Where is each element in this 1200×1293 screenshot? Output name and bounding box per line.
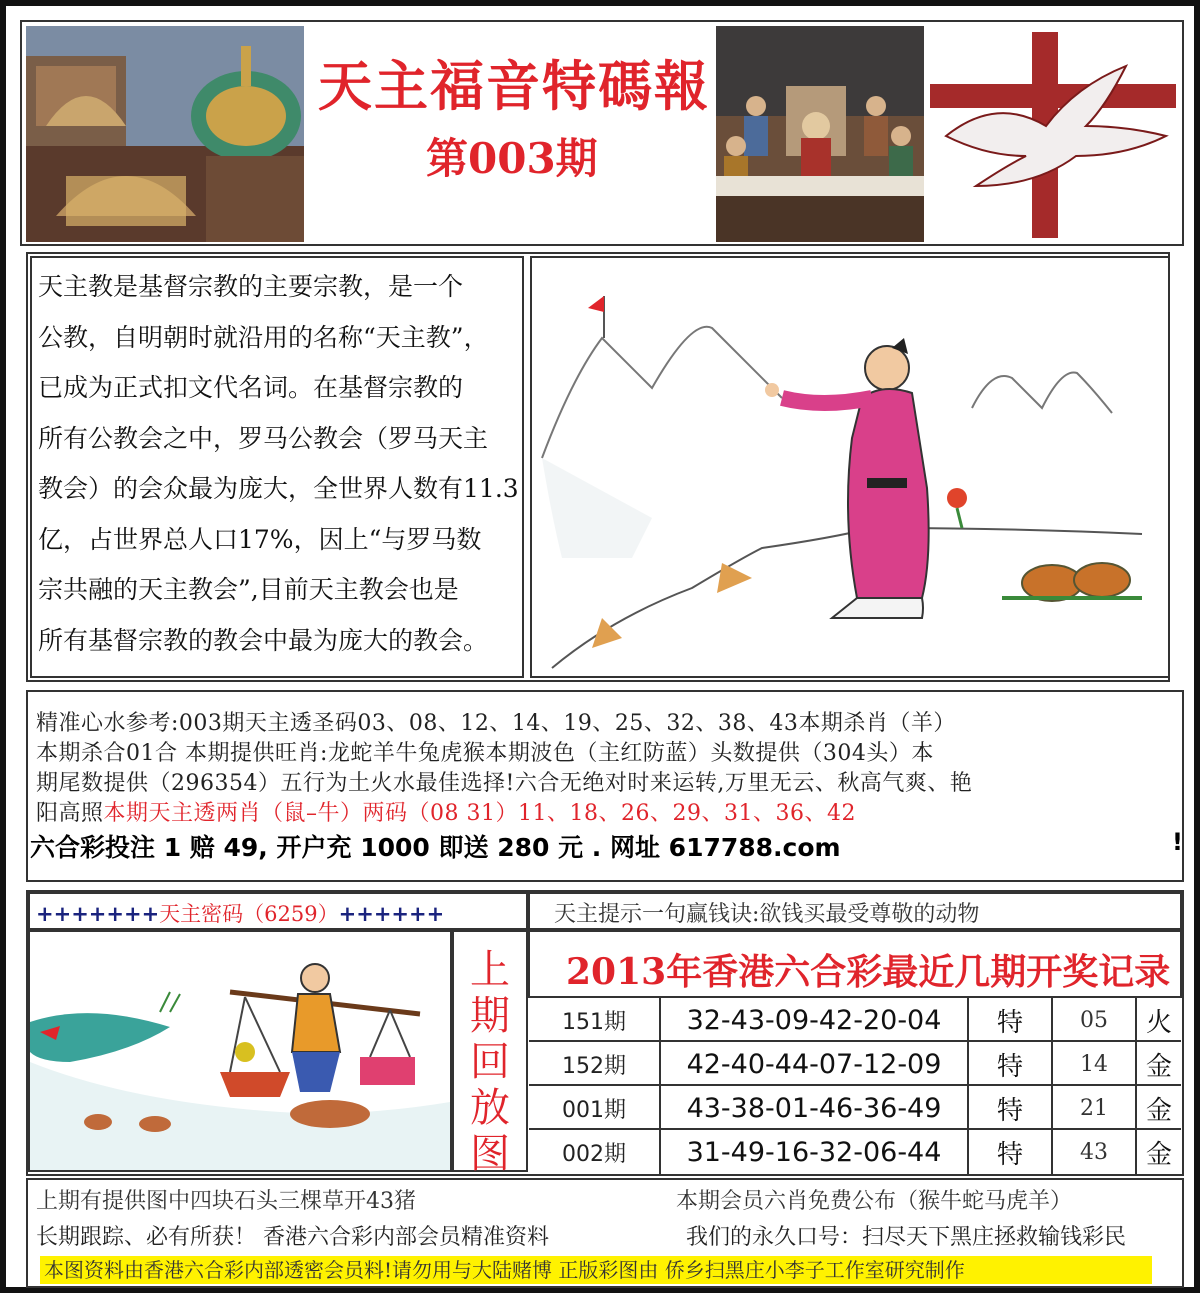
- replay-char: 图: [470, 1131, 510, 1177]
- cathedral-photo: [26, 26, 304, 242]
- period-cell: 152期: [562, 1053, 626, 1079]
- hint-strip: [528, 892, 1182, 930]
- info-line-2: 本期杀合01合 本期提供旺肖:龙蛇羊牛兔虎猴本期波色（主红防蓝）头数提供（304头）本: [36, 741, 934, 766]
- footer-right-1: 本期会员六肖免费公布（猴牛蛇马虎羊）: [676, 1189, 1073, 1214]
- secret-code: 天主密码（6259）: [159, 902, 339, 926]
- intro-line: 亿，占世界总人口17%，因上“与罗马数: [38, 524, 482, 554]
- element-cell: 火: [1145, 1007, 1172, 1038]
- results-title-cell: [528, 930, 1182, 998]
- numbers-cell: 31-49-16-32-06-44: [686, 1136, 942, 1168]
- info-line-3: 期尾数提供（296354）五行为土火水最佳选择!六合无绝对时来运转,万里无云、秋高气爽、艳: [36, 771, 973, 796]
- element-cell: 金: [1145, 1051, 1172, 1082]
- advert-text: 六合彩投注 1 赔 49, 开户充 1000 即送 280 元 . 网址 617788.com: [30, 833, 841, 862]
- table-row: [529, 996, 1181, 1040]
- advert-mark: !: [1172, 828, 1183, 856]
- table-row: [529, 1084, 1181, 1128]
- special-cell: 43: [1080, 1139, 1108, 1165]
- period-cell: 002期: [562, 1141, 626, 1167]
- intro-line: 宗共融的天主教会”,目前天主教会也是: [38, 575, 459, 604]
- footer-left-2: 长期跟踪、必有所获！ 香港六合彩内部会员精准资料: [36, 1225, 549, 1250]
- period-cell: 151期: [562, 1009, 626, 1035]
- intro-line: 公教，自明朝时就沿用的名称“天主教”，: [38, 322, 489, 352]
- special-cell: 05: [1080, 1007, 1108, 1033]
- element-cell: 金: [1145, 1139, 1172, 1170]
- issue-number: 第003期: [426, 134, 598, 183]
- te-cell: 特: [996, 1139, 1023, 1170]
- element-cell: 金: [1145, 1095, 1172, 1126]
- scholar-illustration: [530, 256, 1170, 678]
- numbers-cell: 42-40-44-07-12-09: [686, 1048, 942, 1080]
- intro-line: 所有公教会之中，罗马公教会（罗马天主: [38, 423, 489, 453]
- footer-right-2: 我们的永久口号：扫尽天下黑庄拯救输钱彩民: [686, 1225, 1127, 1250]
- secret-suffix: ++++++: [338, 902, 445, 926]
- secret-code-strip: [28, 892, 528, 930]
- table-row: [529, 1040, 1181, 1084]
- numbers-cell: 32-43-09-42-20-04: [686, 1004, 942, 1036]
- te-cell: 特: [996, 1095, 1023, 1126]
- cross-dove-icon: [926, 26, 1180, 242]
- period-cell: 001期: [562, 1097, 626, 1123]
- footer-left-1: 上期有提供图中四块石头三棵草开43猪: [36, 1189, 416, 1214]
- info-line-1: 精准心水参考:003期天主透圣码03、08、12、14、19、25、32、38、43本期杀肖（羊）: [36, 711, 956, 736]
- replay-char: 上: [470, 947, 510, 993]
- intro-line: 已成为正式扣文代名词。在基督宗教的: [38, 373, 464, 402]
- paper-title: 天主福音特碼報: [318, 54, 710, 118]
- info-line-4-prefix: 阳高照: [36, 801, 104, 826]
- intro-line: 天主教是基督宗教的主要宗教，是一个: [38, 272, 464, 301]
- info-line-4: [36, 796, 856, 827]
- numbers-cell: 43-38-01-46-36-49: [686, 1092, 942, 1124]
- table-row: [529, 1128, 1181, 1172]
- results-title: 2013年香港六合彩最近几期开奖记录: [566, 951, 1171, 993]
- footer-notice: 本图资料由香港六合彩内部透密会员料!请勿用与大陆赌博 正版彩图由 侨乡扫黑庄小李子工作室研究制作: [40, 1256, 1152, 1284]
- replay-char: 回: [470, 1039, 510, 1085]
- te-cell: 特: [996, 1051, 1023, 1082]
- porter-illustration: [28, 930, 452, 1172]
- intro-text-box: [30, 256, 524, 678]
- special-cell: 14: [1080, 1051, 1108, 1077]
- last-supper-painting: [716, 26, 924, 242]
- replay-char: 期: [470, 993, 510, 1039]
- replay-label: [452, 930, 528, 1177]
- special-cell: 21: [1080, 1095, 1108, 1121]
- te-cell: 特: [996, 1007, 1023, 1038]
- info-line-4-highlight: 本期天主透两肖（鼠–牛）两码（08 31）11、18、26、29、31、36、42: [103, 801, 856, 826]
- intro-line: 教会）的会众最为庞大，全世界人数有11.3: [38, 474, 519, 503]
- hint-text: 天主提示一句赢钱诀:欲钱买最受尊敬的动物: [554, 902, 980, 927]
- secret-prefix: +++++++: [36, 902, 160, 926]
- intro-line: 所有基督宗教的教会中最为庞大的教会。: [38, 625, 489, 655]
- replay-char: 放: [470, 1085, 510, 1131]
